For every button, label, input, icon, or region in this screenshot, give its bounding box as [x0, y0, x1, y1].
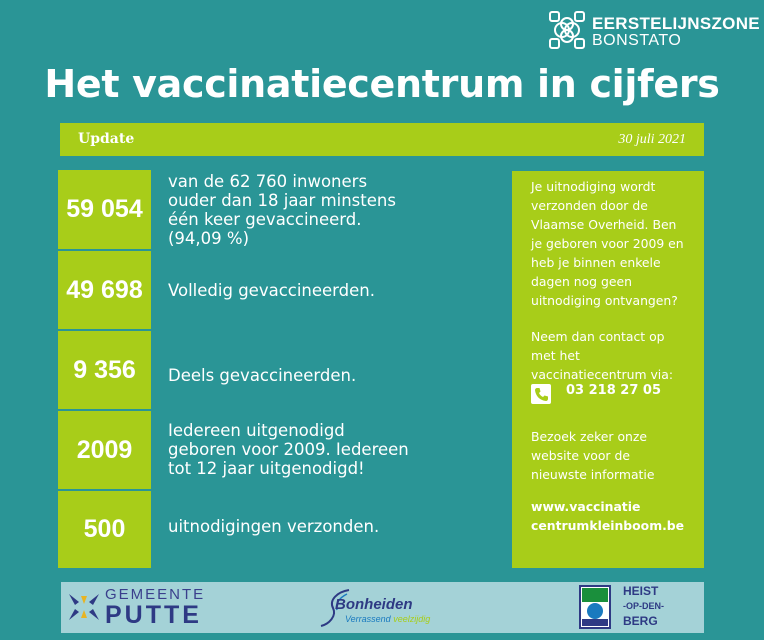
sidebar-line: met het	[531, 348, 580, 363]
stat-desc-line: ouder dan 18 jaar minstens	[168, 191, 396, 210]
stat-desc-line: Deels gevaccineerden.	[168, 366, 357, 385]
sidebar-line: heb je binnen enkele	[531, 255, 661, 270]
sidebar-website-intro	[531, 427, 654, 484]
stat-desc-line: één keer gevaccineerd.	[168, 210, 362, 229]
sidebar-line: uitnodiging ontvangen?	[531, 293, 678, 308]
sidebar-line: Vlaamse Overheid. Ben	[531, 217, 677, 232]
sidebar-line: nieuwste informatie	[531, 467, 655, 482]
stat-desc-fully-vaccinated	[168, 281, 468, 300]
sidebar-invitation-text	[531, 177, 684, 310]
bonheiden-tag-2: veelzijdig	[393, 614, 431, 624]
footer-logos	[61, 582, 704, 633]
sidebar-line: Neem dan contact op	[531, 329, 665, 344]
stat-number-fully-vaccinated: 49 698	[58, 251, 151, 329]
heist-text	[623, 584, 664, 629]
brand-line-2: BONSTATO	[592, 32, 682, 49]
sidebar-line: Je uitnodiging wordt	[531, 179, 656, 194]
stat-desc-line: van de 62 760 inwoners	[168, 172, 368, 191]
website-line: centrumkleinboom.be	[531, 518, 685, 533]
info-sidebar	[512, 171, 704, 568]
heist-line: BERG	[623, 614, 658, 628]
website-link[interactable]	[531, 497, 684, 535]
stat-number-partially-vaccinated: 9 356	[58, 331, 151, 409]
stat-desc-invitations	[168, 517, 468, 536]
sidebar-line: website voor de	[531, 448, 630, 463]
bonheiden-text: Bonheiden	[335, 596, 413, 613]
stat-desc-line: Iedereen uitgenodigd	[168, 421, 345, 440]
phone-icon	[531, 384, 551, 404]
sidebar-line: dagen nog geen	[531, 274, 632, 289]
bonheiden-tag-1: Verrassend	[345, 614, 391, 624]
sidebar-line: verzonden door de	[531, 198, 648, 213]
stat-desc-line: (94,09 %)	[168, 229, 250, 248]
putte-top-text: GEMEENTE	[105, 586, 206, 603]
page-title: Het vaccinatiecentrum in cijfers	[44, 62, 720, 106]
update-label: Update	[78, 131, 135, 147]
bonheiden-tagline	[345, 614, 430, 624]
putte-main-text: PUTTE	[105, 601, 202, 629]
stat-desc-line: tot 12 jaar uitgenodigd!	[168, 459, 365, 478]
stat-desc-line: uitnodigingen verzonden.	[168, 517, 380, 536]
update-bar	[60, 123, 704, 156]
eerstelijnszone-logo	[548, 10, 760, 52]
stat-number-birth-year: 2009	[58, 411, 151, 489]
update-date: 30 juli 2021	[618, 132, 686, 147]
phone-number[interactable]: 03 218 27 05	[566, 383, 661, 398]
sidebar-contact-text	[531, 327, 673, 384]
heist-line: HEIST	[623, 584, 659, 598]
sidebar-line: je geboren voor 2009 en	[531, 236, 684, 251]
stat-desc-line: Volledig gevaccineerden.	[168, 281, 376, 300]
network-icon	[548, 10, 586, 50]
stat-number-invitations: 500	[58, 491, 151, 568]
website-line: www.vaccinatie	[531, 499, 641, 514]
stat-desc-partially-vaccinated	[168, 366, 468, 385]
sidebar-line: vaccinatiecentrum via:	[531, 367, 674, 382]
sidebar-line: Bezoek zeker onze	[531, 429, 648, 444]
putte-logo-icon	[67, 590, 101, 624]
stat-desc-birth-year	[168, 421, 468, 478]
heist-logo-icon	[579, 585, 611, 629]
stat-number-first-dose: 59 054	[58, 170, 151, 249]
brand-line-1: EERSTELIJNSZONE	[592, 14, 760, 33]
heist-line: -OP-DEN-	[623, 601, 664, 611]
stat-desc-line: geboren voor 2009. Iedereen	[168, 440, 409, 459]
stat-desc-first-dose	[168, 172, 468, 248]
